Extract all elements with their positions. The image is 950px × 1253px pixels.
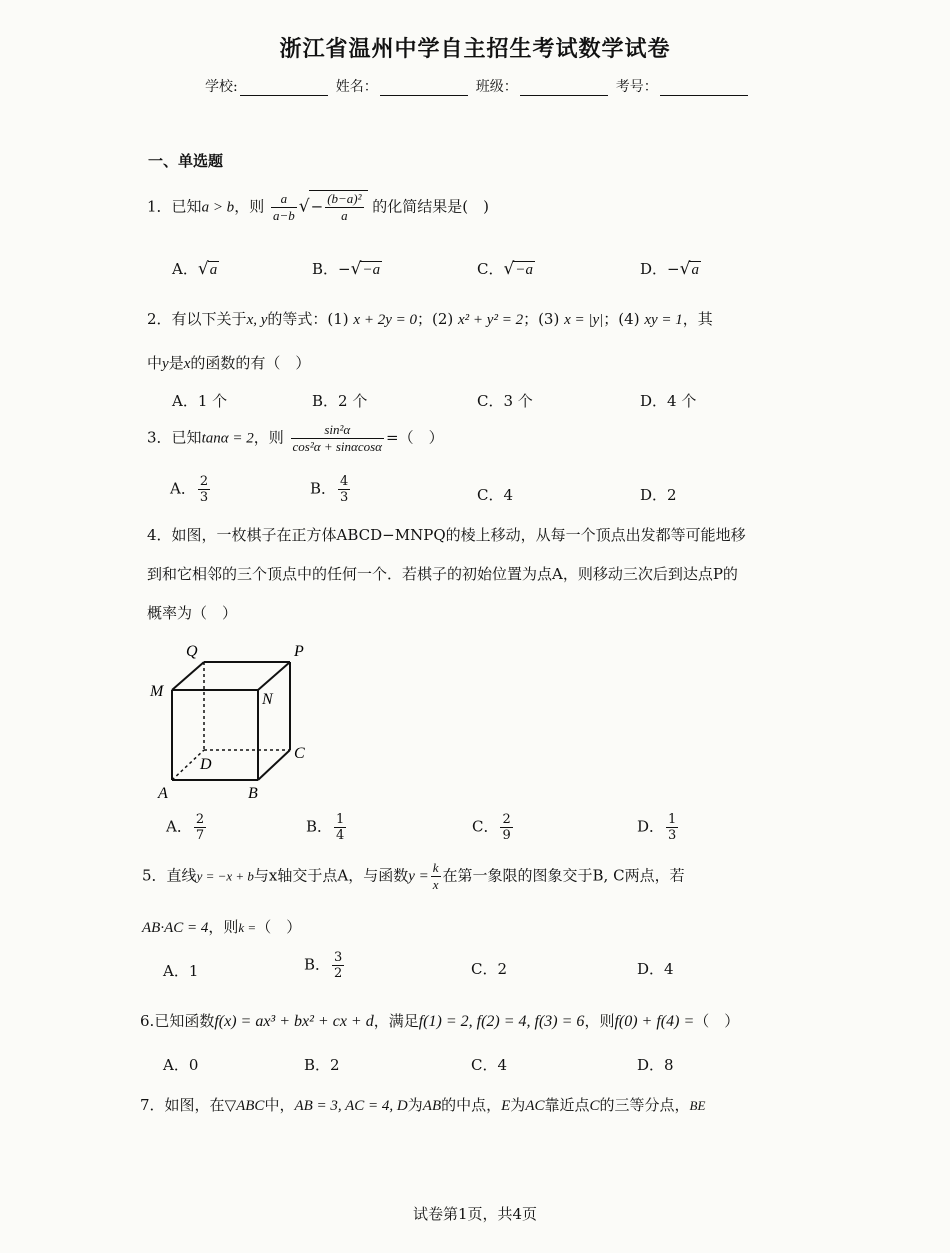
cube-label-q: Q <box>186 643 198 660</box>
radical-icon: √ <box>298 196 310 217</box>
q6-option-d[interactable]: D．8 <box>637 1056 674 1074</box>
q4-option-a[interactable]: A． $\frac{2}{7}$ <box>166 812 205 843</box>
q1-inner-sign: − <box>310 197 324 216</box>
q1-inner-den: a <box>325 207 363 224</box>
q1-inner-fraction <box>325 191 363 224</box>
q5-option-b[interactable]: B． $\frac{3}{2}$ <box>304 950 343 981</box>
q2-option-c[interactable]: C．3 个 <box>477 392 533 410</box>
name-label: 姓名： <box>335 79 378 95</box>
q1-text: 已知 <box>171 197 202 216</box>
q2-option-b[interactable]: B．2 个 <box>312 392 368 410</box>
question-2: 2．有以下关于x, y的等式：(1) x + 2y = 0；(2) x² + y² = 2；(3) x = |y|；(4) xy = 1，其 <box>147 310 713 328</box>
cube-label-p: P <box>294 643 304 660</box>
exam-no-label: 考号： <box>615 79 658 95</box>
q1-number: 1． <box>147 197 172 216</box>
q1-fraction <box>271 191 297 224</box>
q6-option-b[interactable]: B．2 <box>304 1056 340 1074</box>
q4-option-d[interactable]: D． $\frac{1}{3}$ <box>637 812 677 843</box>
q2-option-d[interactable]: D．4 个 <box>640 392 697 410</box>
q4-option-b[interactable]: B． $\frac{1}{4}$ <box>306 812 345 843</box>
exam-no-blank[interactable] <box>660 81 748 96</box>
question-4-line-2: 到和它相邻的三个顶点中的任何一个．若棋子的初始位置为点A，则移动三次后到达点P的 <box>147 565 738 583</box>
question-1 <box>147 190 489 224</box>
q3-fraction: $\frac{\text{sin²α}}{\text{cos²α + sinαcosα}}$ <box>292 422 383 454</box>
question-5: 5．直线y = −x + b与x轴交于点A，与函数y = $\frac{k}{x}$ 在第一象限的图象交于B, C两点，若 <box>142 860 685 892</box>
cube-label-n: N <box>262 691 273 708</box>
class-label: 班级： <box>475 79 518 95</box>
page-footer: 试卷第1页，共4页 <box>412 1205 538 1223</box>
section-heading: 一、单选题 <box>148 152 224 170</box>
q1-text-then: ，则 <box>234 197 265 216</box>
question-4-line-3: 概率为（ ） <box>147 604 238 622</box>
cube-label-c: C <box>294 745 305 762</box>
question-2-line-2: 中y是x的函数的有（ ） <box>147 354 311 372</box>
q1-frac-den: a−b <box>272 208 295 223</box>
q4-option-c[interactable]: C． $\frac{2}{9}$ <box>472 812 511 843</box>
question-5-line-2: AB·AC = 4，则k =（ ） <box>142 918 302 936</box>
question-7: 7．如图，在▽ABC中，AB = 3, AC = 4, D为AB的中点，E为AC靠近点C的三等分点，BE <box>140 1096 706 1114</box>
q1-condition: a > b <box>201 199 235 216</box>
q6-option-a[interactable]: A．0 <box>163 1056 199 1074</box>
school-label: 学校: <box>205 79 238 95</box>
q1-option-a[interactable]: A．√a <box>172 259 218 279</box>
cube-label-a: A <box>158 785 168 802</box>
q1-inner-num: (b−a)² <box>327 191 362 206</box>
cube-label-d: D <box>200 756 212 773</box>
question-4: 4．如图，一枚棋子在正方体ABCD−MNPQ的棱上移动，从每一个顶点出发都等可能地移 <box>147 526 746 544</box>
q1-option-b[interactable]: B．−√−a <box>312 259 381 279</box>
q1-radicand <box>309 190 368 224</box>
cube-label-b: B <box>248 785 258 802</box>
question-3: 3．已知tanα = 2，则 $\frac{\text{sin²α}}{\text{cos²α + sinαcosα}}$ =（ ） <box>147 422 444 454</box>
q3-option-a[interactable]: A． $\frac{2}{3}$ <box>170 474 209 505</box>
q1-frac-num: a <box>280 191 288 206</box>
q2-option-a[interactable]: A．1 个 <box>172 392 228 410</box>
q5-option-d[interactable]: D．4 <box>637 960 674 978</box>
q3-option-d[interactable]: D．2 <box>640 486 677 504</box>
q3-option-c[interactable]: C．4 <box>477 486 514 504</box>
name-blank[interactable] <box>380 81 468 96</box>
q3-option-b[interactable]: B． $\frac{4}{3}$ <box>310 474 349 505</box>
cube-figure <box>148 638 318 804</box>
page-title: 浙江省温州中学自主招生考试数学试卷 <box>279 37 671 62</box>
student-info-row <box>205 76 756 96</box>
q1-option-c[interactable]: C．√−a <box>477 259 533 279</box>
question-6: 6.已知函数f(x) = ax³ + bx² + cx + d，满足f(1) = 2, f(2) = 4, f(3) = 6，则f(0) + f(4) =（ ） <box>140 1012 740 1030</box>
class-blank[interactable] <box>520 81 608 96</box>
school-blank[interactable] <box>240 81 328 96</box>
q6-option-c[interactable]: C．4 <box>471 1056 508 1074</box>
q1-option-d[interactable]: D．−√a <box>640 259 699 279</box>
q5-option-a[interactable]: A．1 <box>163 962 199 980</box>
cube-label-m: M <box>150 683 164 700</box>
q5-option-c[interactable]: C．2 <box>471 960 508 978</box>
q1-post: 的化简结果是( ) <box>372 197 490 216</box>
